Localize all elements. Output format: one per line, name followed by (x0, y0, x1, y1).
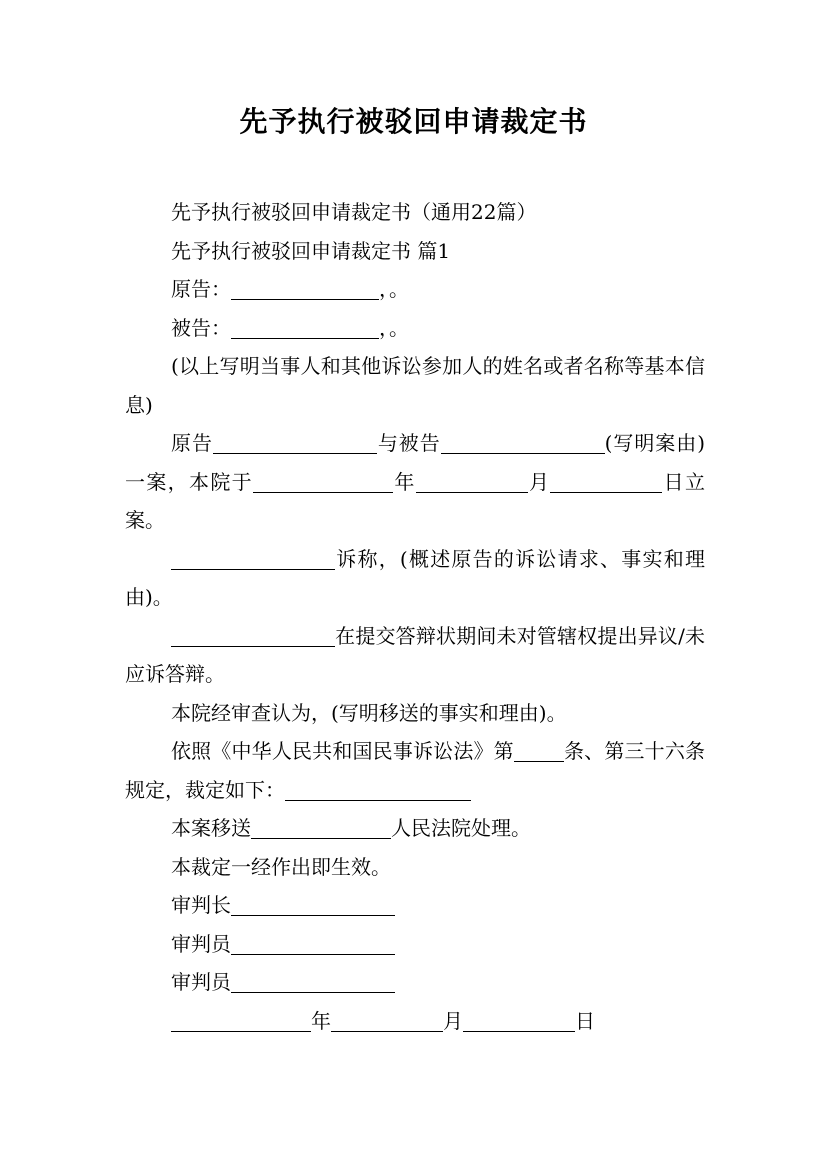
plaintiff-label: 原告： (171, 277, 231, 301)
judge-blank-2 (231, 970, 395, 993)
section-heading: 先予执行被驳回申请裁定书 篇1 (171, 238, 451, 263)
claim-paragraph (125, 540, 705, 617)
objection-paragraph (125, 617, 705, 694)
subtitle-line: 先予执行被驳回申请裁定书（通用22篇） (171, 200, 537, 224)
review-paragraph: 本院经审查认为，(写明移送的事实和理由)。 (171, 700, 567, 725)
judge-blank-1 (231, 932, 395, 955)
chief-judge-line (125, 886, 705, 925)
transfer-start-text: 本案移送 (171, 816, 251, 840)
case-year-blank (253, 470, 393, 493)
case-defendant-blank (441, 431, 605, 454)
basis-mid-text: 条、第三十六条规定，裁定如下： (125, 739, 706, 802)
judge-line-1 (125, 925, 705, 964)
plaintiff-line (125, 270, 705, 309)
date-year-label: 年 (311, 1008, 331, 1033)
date-line (125, 1002, 705, 1041)
case-plaintiff-label: 原告 (171, 431, 213, 455)
date-year-blank (171, 1009, 311, 1032)
case-paragraph (125, 424, 705, 540)
case-year-label: 年 (393, 469, 416, 494)
defendant-label: 被告： (171, 315, 231, 340)
judge-label-1: 审判员 (171, 931, 231, 956)
basis-start-text: 依照《中华人民共和国民事诉讼法》第 (171, 739, 514, 763)
basis-ruling-blank (285, 778, 471, 801)
document-title: 先予执行被驳回申请裁定书 (239, 105, 588, 138)
transfer-court-blank (251, 816, 391, 839)
claim-text: 诉称，(概述原告的诉讼请求、事实和理由)。 (125, 546, 705, 609)
case-month-label: 月 (527, 469, 551, 494)
case-day-blank (550, 470, 662, 493)
parties-note: (以上写明当事人和其他诉讼参加人的姓名或者名称等基本信息) (125, 354, 705, 417)
transfer-end-text: 人民法院处理。 (391, 816, 531, 840)
date-day-blank (463, 1009, 575, 1032)
chief-judge-label: 审判长 (171, 893, 231, 917)
effective-paragraph: 本裁定一经作出即生效。 (171, 854, 391, 879)
objection-blank (171, 624, 335, 647)
document-body (125, 193, 705, 1040)
basis-paragraph (125, 732, 705, 809)
case-defendant-label: 与被告 (376, 431, 441, 455)
plaintiff-blank (231, 277, 379, 300)
transfer-paragraph (125, 809, 705, 848)
date-month-label: 月 (443, 1008, 463, 1033)
defendant-blank (231, 316, 379, 339)
chief-judge-blank (231, 893, 395, 916)
plaintiff-suffix: ，。 (379, 277, 409, 301)
case-cause-text: (写明案由)一案，本院于 (125, 431, 706, 494)
judge-label-2: 审判员 (171, 970, 231, 994)
case-month-blank (416, 470, 528, 493)
date-day-label: 日 (575, 1008, 595, 1033)
defendant-suffix: ，。 (379, 315, 409, 340)
date-month-blank (331, 1009, 443, 1032)
basis-article-blank (514, 739, 564, 762)
objection-text: 在提交答辩状期间未对管辖权提出异议/未应诉答辩。 (125, 623, 705, 686)
case-plaintiff-blank (213, 431, 377, 454)
defendant-line (125, 309, 705, 348)
claim-blank (171, 547, 335, 570)
case-filed-text: 日立案。 (125, 469, 706, 532)
judge-line-2 (125, 963, 705, 1002)
